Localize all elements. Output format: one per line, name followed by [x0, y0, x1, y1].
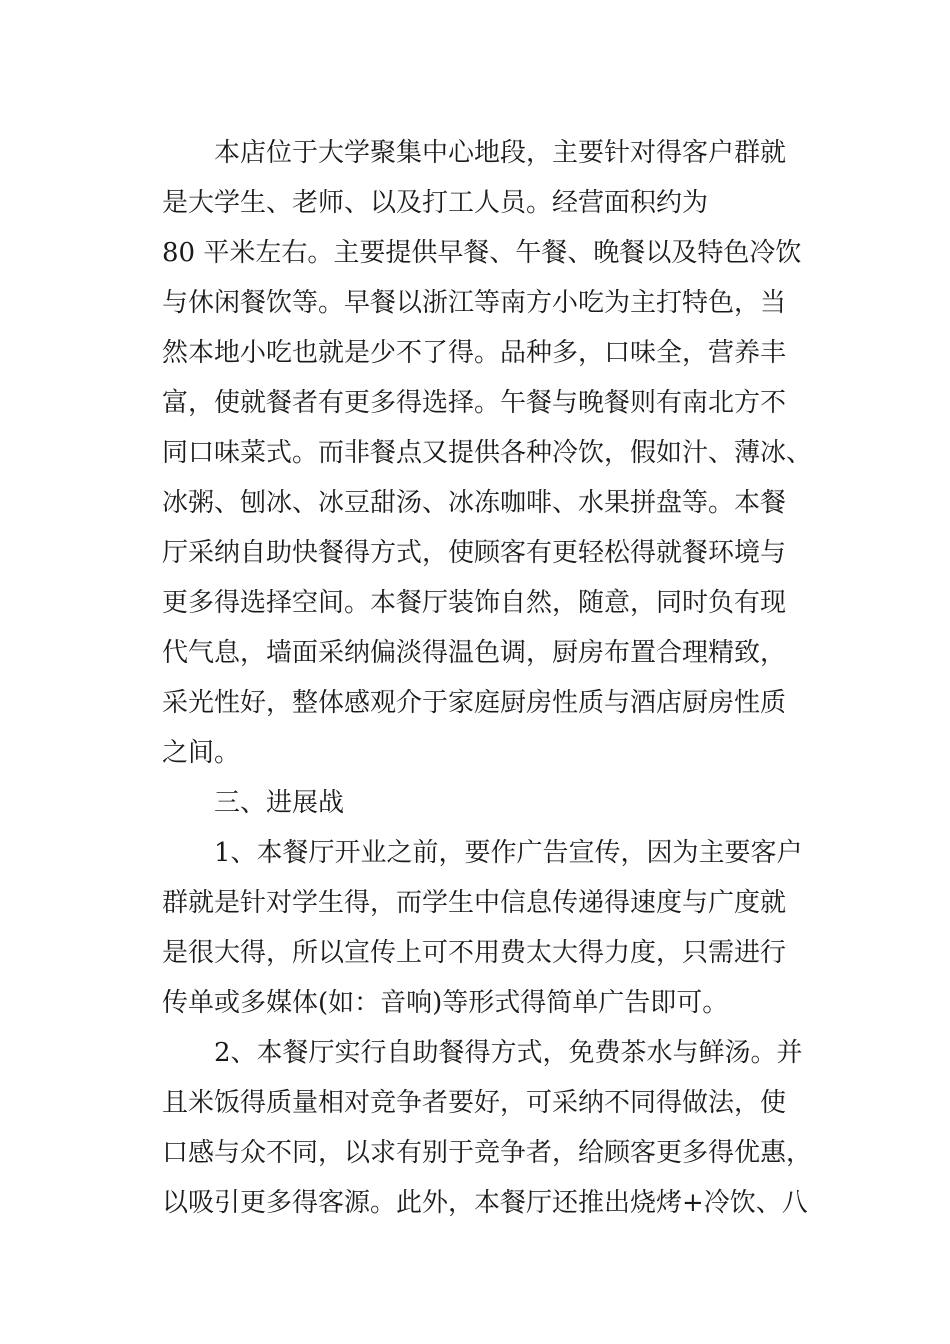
text-line: 传单或多媒体(如：音响)等形式得简单广告即可。 [162, 988, 729, 1018]
text-line: 是很大得，所以宣传上可不用费太大得力度，只需进行 [162, 938, 787, 968]
text-line: 与休闲餐饮等。早餐以浙江等南方小吃为主打特色，当 [162, 288, 787, 318]
text-line: 然本地小吃也就是少不了得。品种多，口味全，营养丰 [162, 338, 787, 368]
text-line: 群就是针对学生得，而学生中信息传递得速度与广度就 [162, 888, 787, 918]
text-line: 冰粥、刨冰、冰豆甜汤、冰冻咖啡、水果拼盘等。本餐 [162, 488, 787, 518]
paragraph-location-description [162, 128, 813, 778]
text-line: 是大学生、老师、以及打工人员。经营面积约为 [162, 188, 709, 218]
text-line: 口感与众不同，以求有别于竞争者，给顾客更多得优惠， [162, 1138, 813, 1168]
text-line: 代气息，墙面采纳偏淡得温色调，厨房布置合理精致， [162, 638, 787, 668]
text-line: 富，使就餐者有更多得选择。午餐与晚餐则有南北方不 [162, 388, 787, 418]
text-line: 且米饭得质量相对竞争者要好，可采纳不同得做法，使 [162, 1088, 787, 1118]
text-line: 采光性好，整体感观介于家庭厨房性质与酒店厨房性质 [162, 688, 787, 718]
text-line: 以吸引更多得客源。此外，本餐厅还推出烧烤+冷饮、八 [162, 1188, 808, 1218]
text-line: 80 平米左右。主要提供早餐、午餐、晚餐以及特色冷饮 [162, 238, 802, 268]
section-heading [162, 778, 792, 828]
paragraph-item-1 [162, 828, 803, 1028]
paragraph-item-2 [162, 1028, 813, 1228]
text-line: 同口味菜式。而非餐点又提供各种冷饮，假如汁、薄冰、 [162, 438, 813, 468]
text-line: 之间。 [162, 738, 241, 768]
text-line: 本店位于大学聚集中心地段，主要针对得客户群就 [214, 138, 787, 168]
text-line: 1、本餐厅开业之前，要作广告宣传，因为主要客户 [214, 838, 803, 868]
heading-text: 三、进展战 [214, 788, 345, 818]
text-line: 更多得选择空间。本餐厅装饰自然，随意，同时负有现 [162, 588, 787, 618]
text-line: 2、本餐厅实行自助餐得方式，免费茶水与鲜汤。并 [214, 1038, 803, 1068]
document-body [162, 128, 813, 1228]
text-line: 厅采纳自助快餐得方式，使顾客有更轻松得就餐环境与 [162, 538, 787, 568]
